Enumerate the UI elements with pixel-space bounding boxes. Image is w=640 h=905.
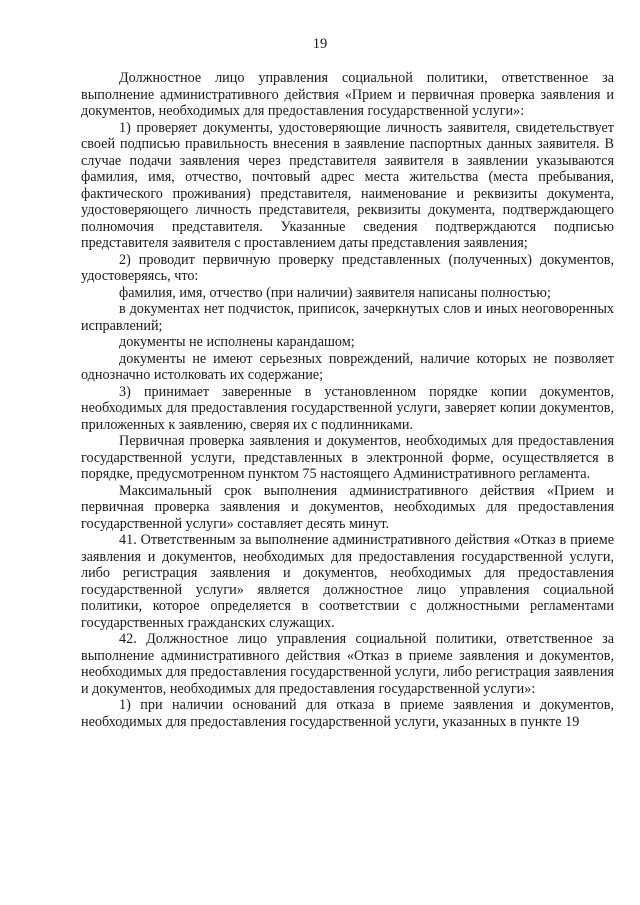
paragraph-item-2: 2) проводит первичную проверку представленных (полученных) документов, удостоверяясь, что: — [81, 251, 614, 284]
paragraph-max-time: Максимальный срок выполнения административного действия «Прием и первичная проверка заявления и документов, необходимых для предоставления государственной услуги» составляет десять минут. — [81, 482, 614, 532]
paragraph-check-corrections: в документах нет подчисток, приписок, зачеркнутых слов и иных неоговоренных исправлений; — [81, 301, 614, 334]
paragraph-clause-42-item-1: 1) при наличии оснований для отказа в приеме заявления и документов, необходимых для предоставления государственной услуги, указанных в пункте 19 — [81, 697, 614, 730]
paragraph-clause-42: 42. Должностное лицо управления социальной политики, ответственное за выполнение административного действия «Отказ в приеме заявления и документов, необходимых для предоставления государственной услуги, либо регистрация заявления и документов, необходимых для предоставления государственной услуги»: — [81, 631, 614, 697]
paragraph-check-name: фамилия, имя, отчество (при наличии) заявителя написаны полностью; — [119, 284, 551, 301]
document-body — [81, 70, 614, 730]
paragraph-clause-41: 41. Ответственным за выполнение административного действия «Отказ в приеме заявления и документов, необходимых для предоставления государственной услуги, либо регистрация заявления и документов, необходимых для предоставления государственной услуги» является должностное лицо управления социальной политики, которое определяется в соответствии с должностными регламентами государственных гражданских служащих. — [81, 532, 614, 631]
paragraph-item-3: 3) принимает заверенные в установленном порядке копии документов, необходимых для предоставления государственной услуги, заверяет копии документов, приложенных к заявлению, сверяя их с подлинниками. — [81, 383, 614, 433]
paragraph-intro: Должностное лицо управления социальной политики, ответственное за выполнение административного действия «Прием и первичная проверка заявления и документов, необходимых для предоставления государственной услуги»: — [81, 70, 614, 119]
page-number: 19 — [312, 36, 328, 52]
paragraph-item-1: 1) проверяет документы, удостоверяющие личность заявителя, свидетельствует своей подписью правильность внесения в заявление паспортных данных заявителя. В случае подачи заявления через представителя заявителя в заявлении указываются фамилия, имя, отчество, почтовый адрес места жительства (места пребывания, фактического проживания) представителя, наименование и реквизиты документа, удостоверяющего личность представителя, реквизиты документа, подтверждающего полномочия представителя. Указанные сведения подтверждаются подписью представителя заявителя с проставлением даты представления заявления; — [81, 119, 614, 251]
paragraph-check-pencil: документы не исполнены карандашом; — [119, 334, 355, 350]
paragraph-check-damage: документы не имеют серьезных повреждений, наличие которых не позволяет однозначно истолковать их содержание; — [81, 350, 614, 383]
paragraph-electronic-check: Первичная проверка заявления и документов, необходимых для предоставления государственной услуги, представленных в электронной форме, осуществляется в порядке, предусмотренном пунктом 75 настоящего Административного регламента. — [81, 433, 614, 482]
